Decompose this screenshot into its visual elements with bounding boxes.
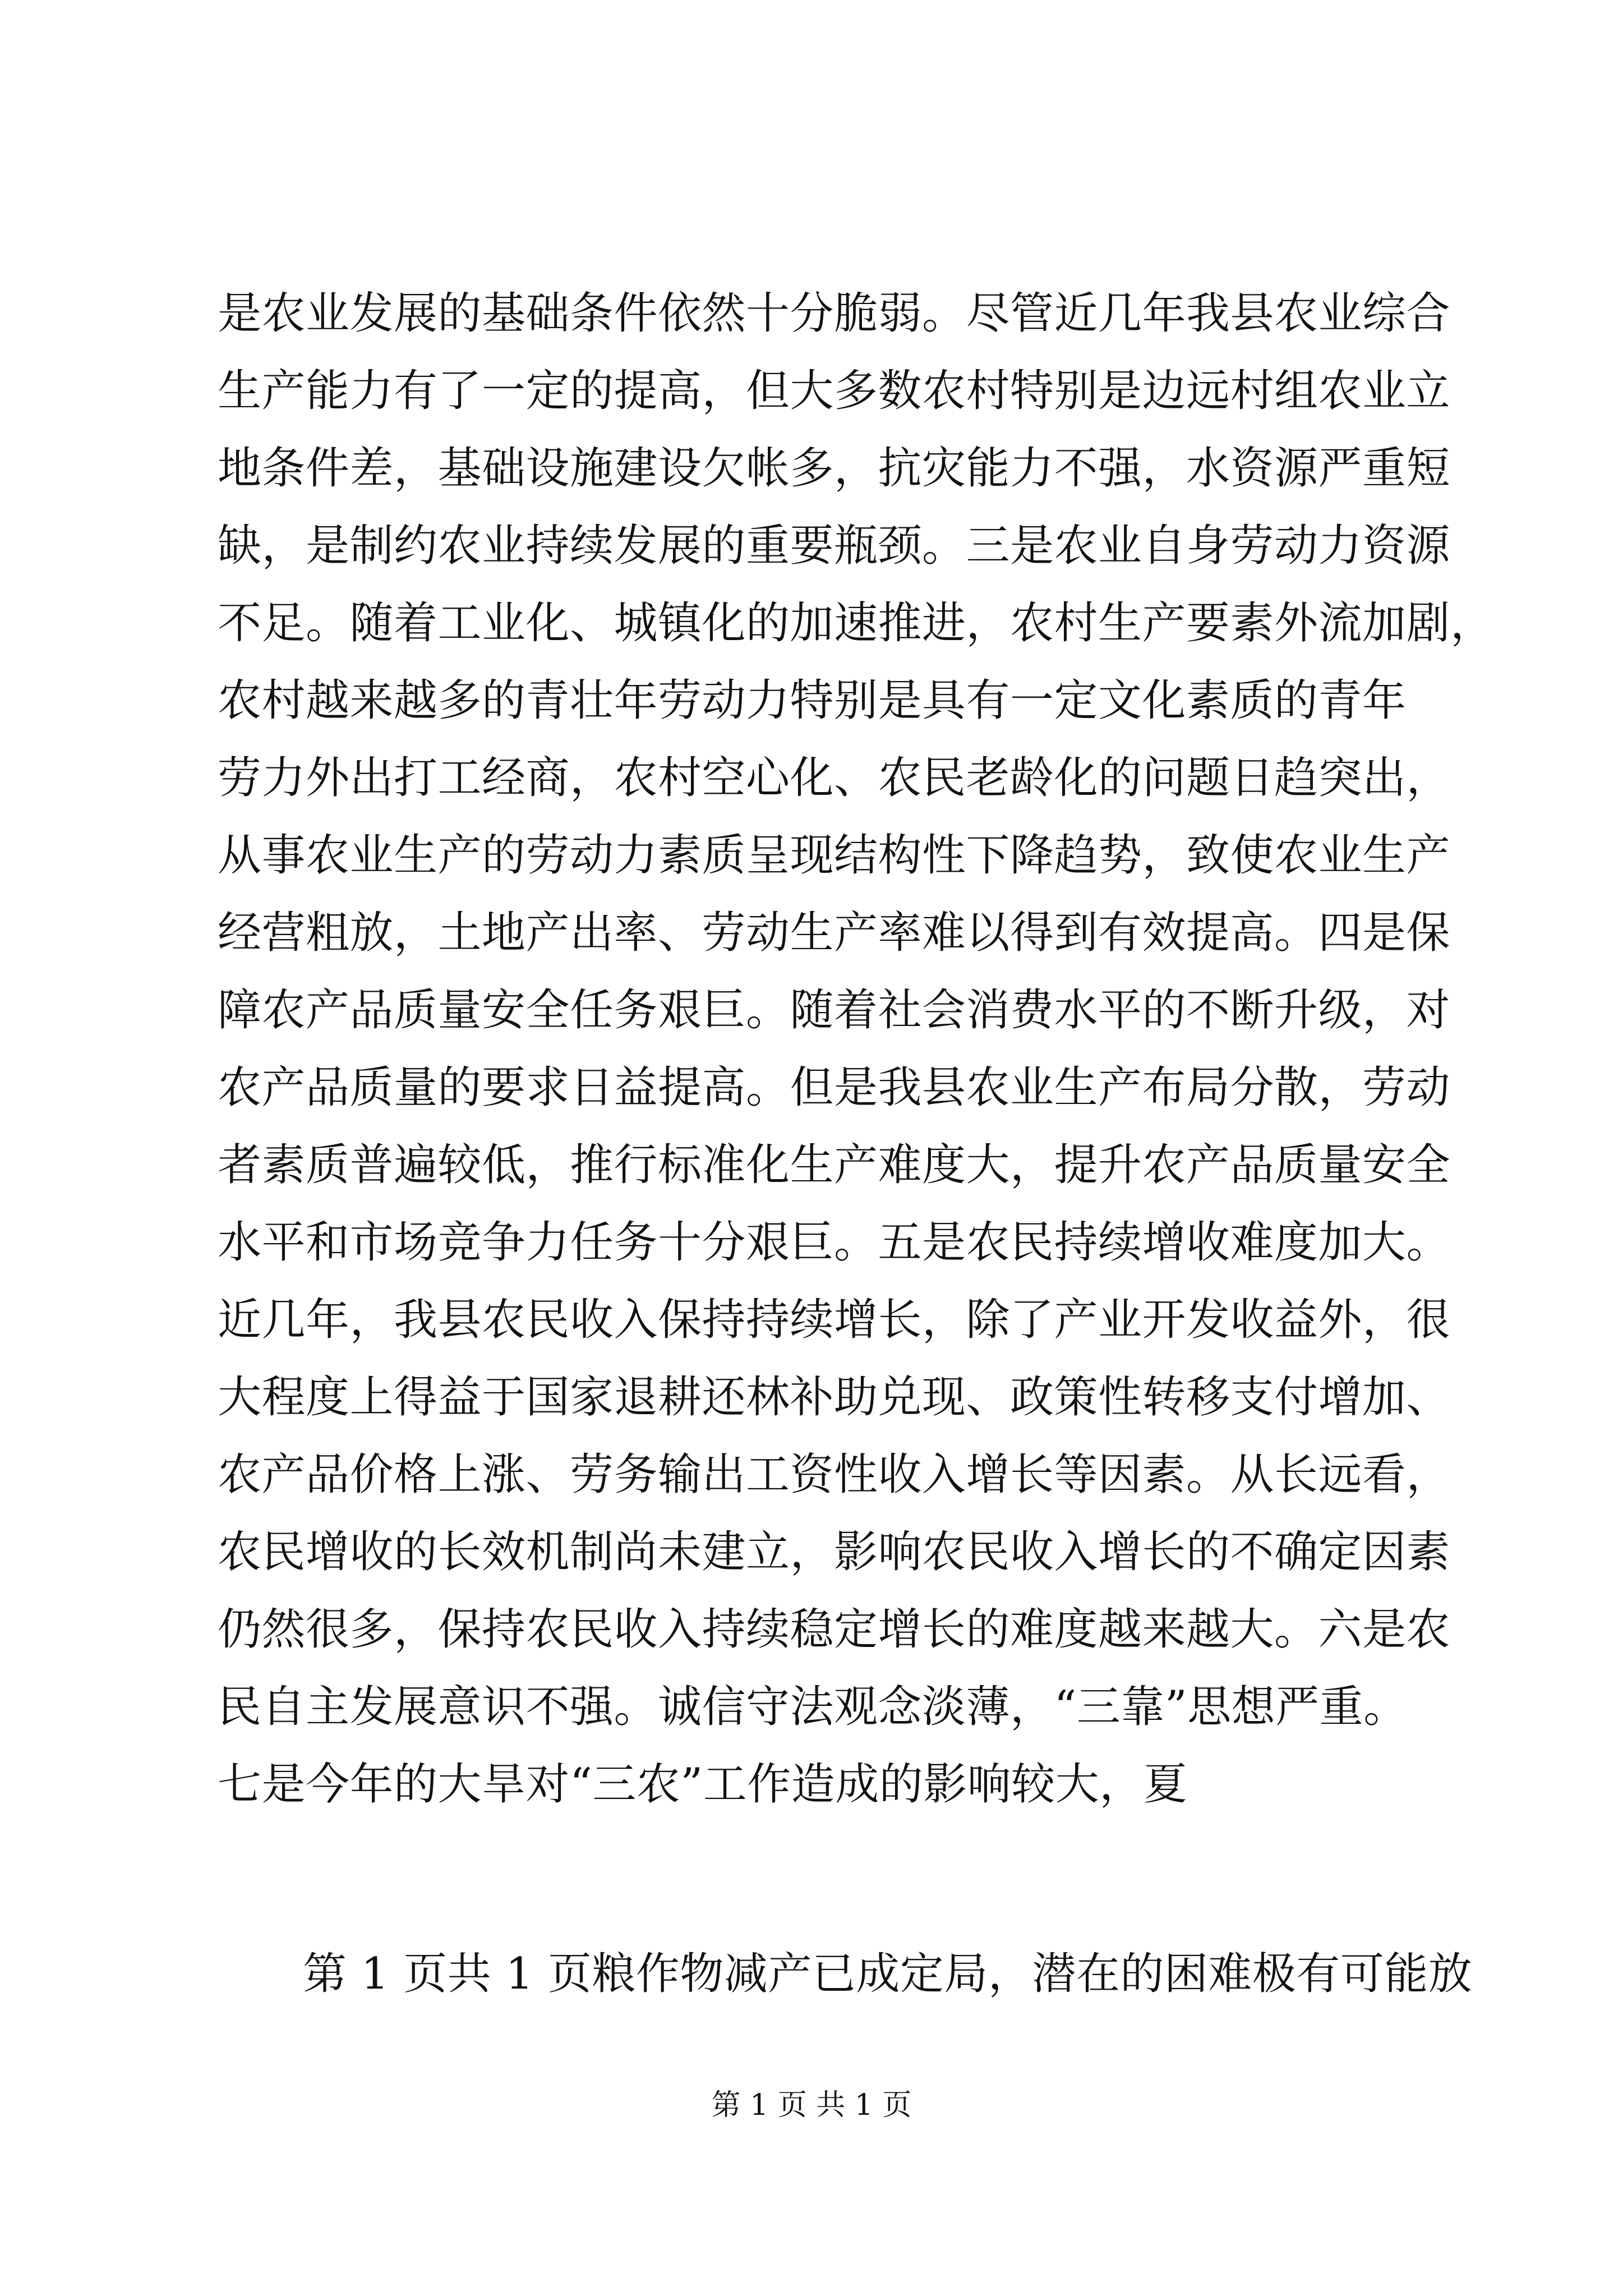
text-line: 农民增收的长效机制尚未建立，影响农民收入增长的不确定因素 bbox=[218, 1527, 1451, 1577]
continuation-line: 第 1 页共 1 页粮作物减产已成定局，潜在的困难极有可能放 bbox=[303, 1949, 1473, 1999]
text-line: 生产能力有了一定的提高，但大多数农村特别是边远村组农业立 bbox=[218, 366, 1451, 416]
text-line: 者素质普遍较低，推行标准化生产难度大，提升农产品质量安全 bbox=[218, 1140, 1451, 1190]
text-line: 不足。随着工业化、城镇化的加速推进，农村生产要素外流加剧， bbox=[218, 598, 1495, 648]
text-line: 是农业发展的基础条件依然十分脆弱。尽管近几年我县农业综合 bbox=[218, 288, 1451, 339]
body-paragraph bbox=[218, 275, 1495, 1823]
text-line: 缺，是制约农业持续发展的重要瓶颈。三是农业自身劳动力资源 bbox=[218, 521, 1451, 571]
text-line: 从事农业生产的劳动力素质呈现结构性下降趋势，致使农业生产 bbox=[218, 830, 1451, 881]
text-line: 障农产品质量安全任务艰巨。随着社会消费水平的不断升级，对 bbox=[218, 985, 1451, 1036]
text-line: 农产品价格上涨、劳务输出工资性收入增长等因素。从长远看， bbox=[218, 1450, 1451, 1500]
page-number-label: 第 1 页 共 1 页 bbox=[711, 2088, 912, 2122]
text-line: 大程度上得益于国家退耕还林补助兑现、政策性转移支付增加、 bbox=[218, 1372, 1451, 1423]
text-line: 水平和市场竞争力任务十分艰巨。五是农民持续增收难度加大。 bbox=[218, 1217, 1451, 1268]
text-line: 经营粗放，土地产出率、劳动生产率难以得到有效提高。四是保 bbox=[218, 908, 1451, 958]
text-line: 农产品质量的要求日益提高。但是我县农业生产布局分散，劳动 bbox=[218, 1062, 1451, 1113]
text-line: 民自主发展意识不强。诚信守法观念淡薄，“三靠”思想严重。 bbox=[218, 1682, 1408, 1732]
text-line: 七是今年的大旱对“三农”工作造成的影响较大，夏 bbox=[218, 1759, 1188, 1810]
page-footer bbox=[0, 2086, 1623, 2125]
text-line: 农村越来越多的青壮年劳动力特别是具有一定文化素质的青年 bbox=[218, 675, 1407, 726]
text-line: 劳力外出打工经商，农村空心化、农民老龄化的问题日趋突出， bbox=[218, 753, 1451, 803]
text-line: 近几年，我县农民收入保持持续增长，除了产业开发收益外，很 bbox=[218, 1295, 1451, 1345]
text-line: 地条件差，基础设施建设欠帐多，抗灾能力不强，水资源严重短 bbox=[218, 443, 1451, 494]
text-line: 仍然很多，保持农民收入持续稳定增长的难度越来越大。六是农 bbox=[218, 1604, 1451, 1655]
